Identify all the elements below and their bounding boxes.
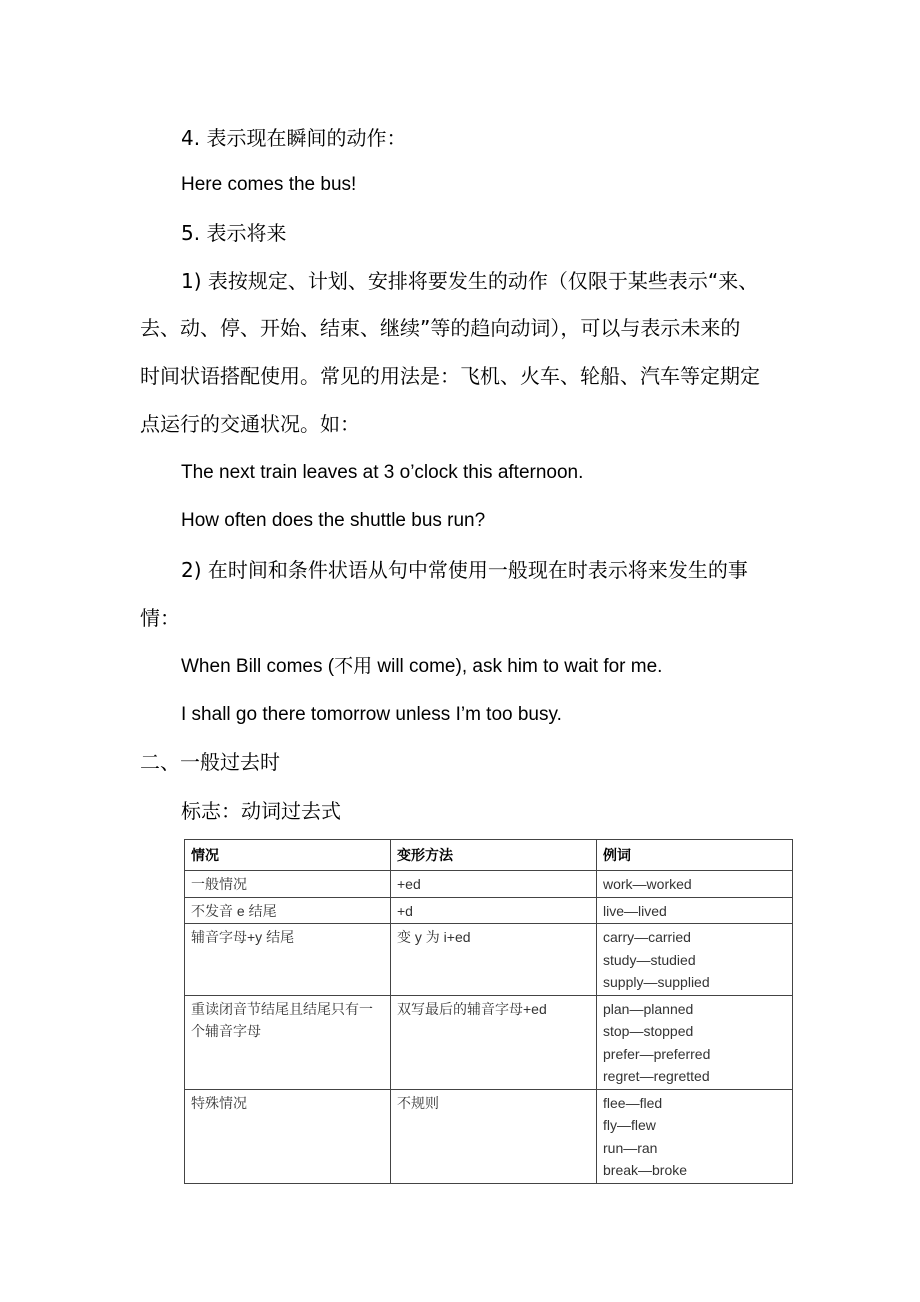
table-row [185,1089,793,1183]
paragraph-text: 1) 表按规定、计划、安排将要发生的动作（仅限于某些表示“来、 [181,269,759,293]
cell-method: 变 y 为 i+ed [391,924,597,996]
example-sentence: Here comes the bus! [181,174,357,195]
cell-case: 不发音 e 结尾 [185,897,391,924]
cell-case: 辅音字母+y 结尾 [185,924,391,996]
example-word: run—ran [603,1139,658,1156]
header-examples: 例词 [597,840,793,871]
example-word: carry—carried [603,929,691,945]
header-case: 情况 [185,840,391,871]
cell-case: 一般情况 [185,871,391,898]
cell-examples [597,871,793,898]
cell-case: 重读闭音节结尾且结尾只有一个辅音字母 [185,995,391,1089]
paragraph-heading: 4. 表示现在瞬间的动作： [181,126,407,150]
example-word: supply—supplied [603,974,710,990]
cell-method: +d [391,897,597,924]
example-word: work—worked [603,876,692,892]
example-word: plan—planned [603,1000,694,1017]
paragraph-text: 时间状语搭配使用。常见的用法是：飞机、火车、轮船、汽车等定期定 [140,364,760,388]
example-sentence: How often does the shuttle bus run? [181,510,486,531]
example-word: regret—regretted [603,1068,710,1084]
paragraph-text: 标志：动词过去式 [181,799,341,823]
cell-case: 特殊情况 [185,1089,391,1183]
table-row [185,871,793,898]
table-row [185,924,793,996]
example-word: prefer—preferred [603,1045,711,1062]
paragraph-text: 2) 在时间和条件状语从句中常使用一般现在时表示将来发生的事 [181,558,748,582]
paragraph-text: 情： [140,606,180,630]
header-method: 变形方法 [391,840,597,871]
example-word: flee—fled [603,1094,663,1111]
cell-examples [597,897,793,924]
example-word: break—broke [603,1162,688,1178]
example-sentence: The next train leaves at 3 o’clock this afternoon. [181,462,584,483]
table-row [185,897,793,924]
example-word: live—lived [603,902,667,919]
cell-method: 不规则 [391,1089,597,1183]
table-row [185,995,793,1089]
example-sentence: I shall go there tomorrow unless I’m too busy. [181,704,562,725]
past-tense-table [184,839,793,1184]
cell-examples [597,1089,793,1183]
example-word: study—studied [603,951,696,968]
table-header-row [185,840,793,871]
example-sentence: When Bill comes (不用 will come), ask him to wait for me. [181,656,663,677]
paragraph-heading: 5. 表示将来 [181,221,287,245]
section-heading: 二、一般过去时 [140,750,280,774]
example-word: fly—flew [603,1117,656,1133]
cell-method: +ed [391,871,597,898]
paragraph-text: 点运行的交通状况。如： [140,412,360,436]
cell-examples [597,924,793,996]
cell-examples [597,995,793,1089]
cell-method: 双写最后的辅音字母+ed [391,995,597,1089]
example-word: stop—stopped [603,1023,694,1039]
paragraph-text: 去、动、停、开始、结束、继续”等的趋向动词），可以与表示未来的 [140,316,741,340]
